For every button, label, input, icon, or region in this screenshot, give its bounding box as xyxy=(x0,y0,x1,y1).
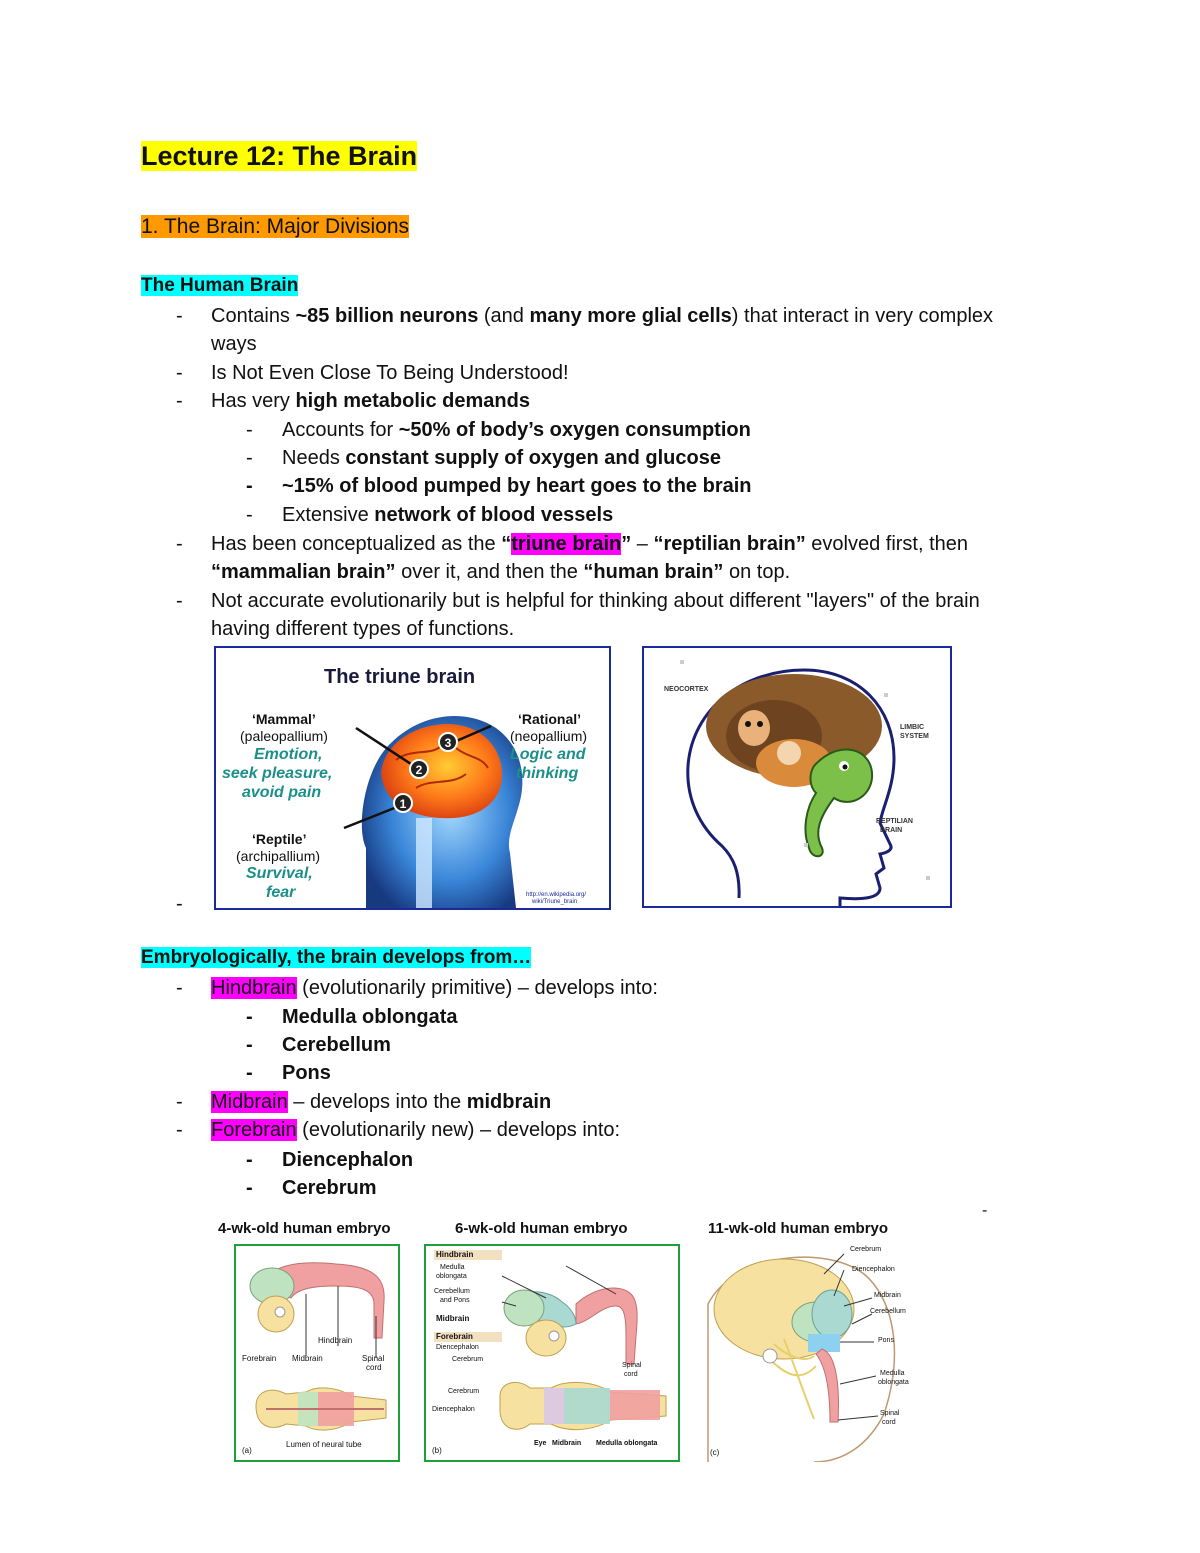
sub-list-item: Cerebellum xyxy=(282,1034,391,1056)
sub-list-item: Pons xyxy=(282,1062,331,1084)
list-item-wrap: having different types of functions. xyxy=(211,618,515,640)
bullet-dash: - xyxy=(246,504,253,526)
bullet-dash: - xyxy=(176,390,183,412)
label-medulla: Medulla xyxy=(440,1264,465,1271)
cartoon-brain-figure xyxy=(642,646,952,908)
rational-desc: Logic and xyxy=(510,746,586,763)
triune-brain-figure xyxy=(214,646,611,910)
sub-list-item: ~15% of blood pumped by heart goes to the brain xyxy=(282,475,752,497)
bullet-dash: - xyxy=(176,1091,183,1113)
label-cerebrum: Cerebrum xyxy=(452,1356,484,1363)
caption-6wk: 6-wk-old human embryo xyxy=(455,1220,628,1237)
label-medulla: Medulla oblongata xyxy=(596,1440,658,1447)
bullet-dash: - xyxy=(246,447,253,469)
label-diencephalon: Diencephalon xyxy=(852,1266,895,1273)
list-item-midbrain: Midbrain – develops into the midbrain xyxy=(211,1091,552,1113)
list-item: Has been conceptualized as the “triune brain” – “reptilian brain” evolved first, then xyxy=(211,533,969,555)
marker-3-label: 3 xyxy=(444,736,452,750)
limbic-label: SYSTEM xyxy=(900,733,929,740)
label-spinal: Spinal xyxy=(880,1410,900,1417)
panel-tag: (c) xyxy=(710,1448,720,1457)
label-spinal: Spinal xyxy=(622,1362,642,1369)
embryo-panel-a xyxy=(234,1244,400,1462)
label-spinal: Spinal xyxy=(362,1354,385,1363)
label-spinal: cord xyxy=(366,1363,382,1372)
mammal-desc: Emotion, xyxy=(254,746,323,763)
mammal-label: ‘Mammal’ xyxy=(252,711,316,727)
sub-list-item: Extensive network of blood vessels xyxy=(282,504,614,526)
marker-2-label: 2 xyxy=(415,763,423,777)
label-cerebellum: Cerebellum xyxy=(870,1308,906,1315)
reptilian-label: BRAIN xyxy=(880,827,903,834)
reptile-sub: (archipallium) xyxy=(236,848,321,864)
limbic-label: LIMBIC xyxy=(900,724,925,731)
reptilian-label: REPTILIAN xyxy=(876,818,913,825)
bullet-dash: - xyxy=(176,362,183,384)
label-pons: Pons xyxy=(878,1337,894,1344)
list-item-wrap: ways xyxy=(211,333,257,355)
label-cerebrum: Cerebrum xyxy=(448,1388,480,1395)
label-eye: Eye xyxy=(534,1440,547,1447)
rational-sub: (neopallium) xyxy=(510,728,588,744)
figure-title: The triune brain xyxy=(324,666,476,688)
mammal-sub: (paleopallium) xyxy=(240,728,328,744)
list-item: Has very high metabolic demands xyxy=(211,390,530,412)
label-cerebellum: Cerebellum xyxy=(434,1288,470,1295)
sub-list-item: Accounts for ~50% of body’s oxygen consumption xyxy=(282,419,751,441)
mammal-desc: avoid pain xyxy=(242,784,322,801)
bullet-dash: - xyxy=(246,475,253,497)
label-spinal: cord xyxy=(624,1371,638,1378)
neocortex-label: NEOCORTEX xyxy=(664,686,709,693)
bullet-dash: - xyxy=(246,419,253,441)
panel-tag: (a) xyxy=(242,1446,252,1455)
label-cerebrum: Cerebrum xyxy=(850,1246,882,1253)
label-forebrain: Forebrain xyxy=(436,1332,473,1341)
list-item: Is Not Even Close To Being Understood! xyxy=(211,362,569,384)
subheading-human-brain: The Human Brain xyxy=(141,275,299,296)
rational-label: ‘Rational’ xyxy=(518,711,582,727)
section-heading: 1. The Brain: Major Divisions xyxy=(141,215,410,238)
sub-list-item: Diencephalon xyxy=(282,1149,414,1171)
sub-list-item: Needs constant supply of oxygen and glucose xyxy=(282,447,721,469)
bullet-dash: - xyxy=(176,590,183,612)
list-item-hindbrain: Hindbrain (evolutionarily primitive) – develops into: xyxy=(211,977,658,999)
label-spinal: cord xyxy=(882,1419,896,1426)
bullet-dash: - xyxy=(176,893,183,915)
bullet-dash: - xyxy=(176,305,183,327)
label-medulla: oblongata xyxy=(878,1379,909,1386)
label-medulla: Medulla xyxy=(880,1370,905,1377)
reptile-desc: fear xyxy=(266,884,296,901)
figure-credit: http://en.wikipedia.org/ xyxy=(526,892,587,898)
list-item-forebrain: Forebrain (evolutionarily new) – develops into: xyxy=(211,1119,621,1141)
bullet-dash: - xyxy=(246,1006,253,1028)
embryo-panel-c xyxy=(704,1244,926,1462)
caption-11wk: 11-wk-old human embryo xyxy=(708,1220,889,1237)
lecture-title: Lecture 12: The Brain xyxy=(141,141,418,171)
sub-list-item: Cerebrum xyxy=(282,1177,377,1199)
marker-1-label: 1 xyxy=(399,797,407,811)
sub-list-item: Medulla oblongata xyxy=(282,1006,458,1028)
bullet-dash: - xyxy=(176,1119,183,1141)
label-hindbrain: Hindbrain xyxy=(318,1336,353,1345)
label-hindbrain: Hindbrain xyxy=(436,1250,474,1259)
label-lumen: Lumen of neural tube xyxy=(286,1440,362,1449)
bullet-dash: - xyxy=(246,1177,253,1199)
label-diencephalon: Diencephalon xyxy=(432,1406,475,1413)
reptile-label: ‘Reptile’ xyxy=(252,831,307,847)
label-midbrain: Midbrain xyxy=(874,1292,901,1299)
label-medulla: oblongata xyxy=(436,1273,467,1280)
label-diencephalon: Diencephalon xyxy=(436,1344,479,1351)
bullet-dash: - xyxy=(246,1149,253,1171)
stray-dash: - xyxy=(982,1202,988,1219)
label-cerebellum: and Pons xyxy=(440,1297,470,1304)
label-midbrain: Midbrain xyxy=(436,1314,470,1323)
bullet-dash: - xyxy=(176,977,183,999)
list-item: Contains ~85 billion neurons (and many more glial cells) that interact in very complex xyxy=(211,305,994,327)
rational-desc: thinking xyxy=(516,765,579,782)
bullet-dash: - xyxy=(176,533,183,555)
subheading-embryology: Embryologically, the brain develops from… xyxy=(141,947,532,968)
label-forebrain: Forebrain xyxy=(242,1354,277,1363)
mammal-desc: seek pleasure, xyxy=(222,765,333,782)
label-midbrain: Midbrain xyxy=(552,1440,582,1447)
panel-tag: (b) xyxy=(432,1446,442,1455)
embryo-panel-b xyxy=(424,1244,680,1462)
list-item: Not accurate evolutionarily but is helpful for thinking about different "layers" of the brain xyxy=(211,590,980,612)
reptile-desc: Survival, xyxy=(246,865,313,882)
list-item-wrap: “mammalian brain” over it, and then the “human brain” on top. xyxy=(211,561,791,583)
label-midbrain: Midbrain xyxy=(292,1354,323,1363)
figure-credit: wiki/Triune_brain xyxy=(532,899,578,905)
caption-4wk: 4-wk-old human embryo xyxy=(218,1220,391,1237)
bullet-dash: - xyxy=(246,1034,253,1056)
bullet-dash: - xyxy=(246,1062,253,1084)
